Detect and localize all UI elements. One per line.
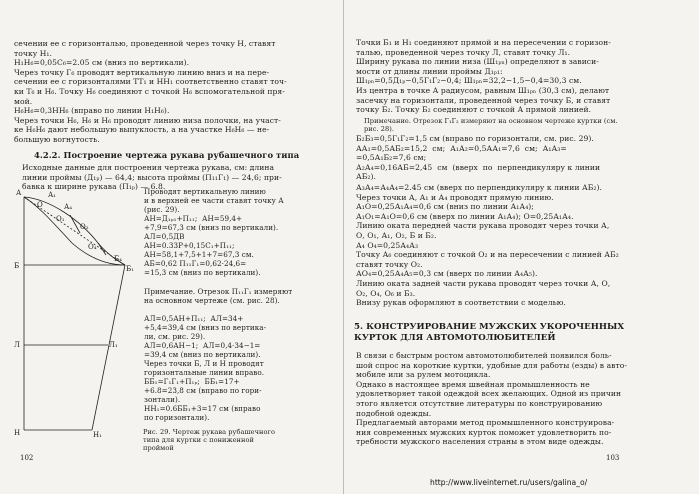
heading-line: КУРТОК ДЛЯ АВТОМОТОЛЮБИТЕЛЕЙ — [354, 332, 556, 343]
text-line: Через точки Н₆, Н₆ и Н₆ проводят линию низа полочки, на участ- — [14, 115, 281, 125]
perp-A4 — [70, 215, 80, 233]
text-line: Примечание. Отрезок П₁₁Г₁ измеряют — [144, 286, 293, 296]
right-body-text — [356, 183, 619, 308]
text-line: талью, проведенной через точку Л, ставят точку Л₁. — [356, 47, 571, 57]
caption-line: Рис. 29. Чертеж рукава рубашечного — [143, 428, 276, 436]
formula-line: А₂А₄=0,16АБ=2,45 см (вверх по перпендикуляру к линии — [356, 162, 601, 172]
text-line: АО₄=0,25А₄А₅=0,3 см (вверх по линии А₄А₅). — [356, 269, 538, 279]
section-heading — [354, 322, 624, 343]
text-line: ли, см. рис. 29). — [144, 331, 206, 341]
text-line: Предлагаемый авторами метод промышленного конструирова- — [356, 418, 615, 428]
text-line: Через точки А, А₁ и А₄ проводят прямую линию. — [356, 192, 554, 202]
text-line: Точку А₆ соединяют с точкой О₂ и на пересечении с линией АБ₂ — [356, 250, 619, 260]
text-line: на основном чертеже (см. рис. 28). — [144, 295, 280, 305]
label-A: А — [16, 189, 22, 197]
label-O2: О₂ — [80, 223, 89, 231]
label-H1: Н₁ — [93, 431, 102, 439]
left-subheading: 4.2.2. Построение чертежа рукава рубашечного типа — [34, 150, 300, 160]
label-O1: О₁ — [56, 215, 65, 223]
text-line: ния современных мужских курток поможет удовлетворить по- — [356, 427, 612, 437]
label-L1: Л₁ — [109, 341, 118, 349]
page-number-left: 102 — [20, 454, 34, 462]
text-line: точку Н₁. — [14, 48, 52, 58]
left-page — [0, 0, 344, 494]
label-A1: А₁ — [48, 191, 57, 199]
text-line: НН₁=0.6ББ₁+3=17 см (вправо — [144, 404, 261, 414]
text-line: Исходные данные для построения чертежа рукава, см: длина — [22, 163, 275, 172]
text-line: АН=58,1+7,5+1+7=67,3 см. — [144, 250, 254, 260]
text-line: Через точки Б, Л и Н проводят — [144, 358, 264, 368]
text-line: мобиле или за рулем мотоцикла. — [356, 370, 491, 380]
right-top-text — [356, 38, 611, 115]
formula-line: АА₁=0,5АБ₂=15,2 см; А₁А₂=0,5АА₁=7,6 см; А₁А₃= — [356, 143, 567, 153]
text-line: АЛ=0,5ДВ — [144, 232, 185, 242]
text-line: линии проймы (Д₁ₚ) — 64,4; высота проймы (П₁₁Г₁) — 24,6; при- — [22, 172, 282, 182]
formula-line: Б₂Б₃=0,5Г₁Г₂=1,5 см (вправо по горизонтали, см. рис. 29). — [356, 134, 594, 143]
note-line: рис. 28). — [364, 125, 395, 134]
text-line: А₃А₄=А₄А₄=2.45 см (вверх по перпендикуляру к линии АБ₂). — [356, 183, 602, 192]
label-B1: Б₁ — [126, 265, 134, 273]
text-line — [144, 305, 292, 314]
text-line: Линию оката передней части рукава проводят через точки А, — [356, 221, 610, 231]
note-line: Примечание. Отрезок Г₁Г₂ измеряют на основном чертеже куртки (см. — [364, 117, 618, 125]
figure-caption — [143, 428, 275, 453]
text-line: по горизонтали). — [144, 413, 210, 423]
label-H: Н — [14, 429, 21, 437]
text-line: бавка к ширине рукава (П₁ₚ) — 6.8. — [22, 182, 166, 192]
text-line: О₂, О₄, О₆ и Б₃. — [356, 288, 416, 298]
text-line: мости от длины линии проймы Д₁ₚ₁: — [356, 66, 503, 76]
text-line: =39,4 см (вниз по вертикали). — [144, 349, 261, 359]
label-A4: А₄ — [64, 203, 73, 211]
sleeve-drawing — [10, 185, 140, 455]
right-closing-text — [356, 351, 627, 447]
text-line: АЛ=0,6АН−1; АЛ=0,4·34−1= — [144, 340, 261, 350]
text-line: горизонтальные линии вправо. — [144, 367, 265, 377]
text-line: А₁О₁=А₁О=0,6 см (вверх по линии А₁А₄); О=0,25А₁А₄. — [356, 211, 574, 221]
text-line: зонтали). — [144, 395, 181, 405]
label-B4: Б₄ — [114, 255, 122, 263]
text-line: Ширину рукава по линии низа (Ш₁ₚₙ) определяют в зависи- — [356, 57, 599, 67]
text-line — [144, 277, 292, 286]
text-line: А₁О=0,25А₁А₄=0,6 см (вниз по линии А₁А₄); — [356, 202, 534, 212]
left-top-text — [14, 39, 287, 145]
text-line: сечении ее с горизонталями ТТ₁ и НН₁ соответственно ставят точ- — [14, 77, 287, 87]
right-note-text — [364, 117, 618, 133]
text-line: АБ=0,62 П₁₁Г₁=0,62·24,6= — [144, 259, 247, 269]
text-line: Ш₁ₚₙ=0,5Д₁ₚ−0,5Г₁Г₂−0,4; Ш₁ₚₙ=32,2−1,5−0,4=30,3 см. — [356, 76, 582, 86]
text-line: ББ₁=Г₁Г₁+П₁ₚ; ББ₁=17+ — [144, 376, 240, 386]
text-line: А₄ О₄=0,25А₄А₃ — [356, 240, 419, 250]
text-line: ки Т₆ и Н₆. Точку Н₆ соединяют с точкой Н₆ вспомогательной пря- — [14, 86, 285, 96]
caption-line: типа для куртки с пониженной — [143, 436, 254, 445]
text-line: требности мужского населения страны в этом виде одежды. — [356, 437, 604, 447]
text-line: мой. — [14, 96, 33, 106]
text-line: большую вогнутость. — [14, 134, 100, 144]
text-line: Однако в настоящее время швейная промышленность не — [356, 379, 590, 389]
label-B: Б — [14, 262, 20, 270]
text-line: АН=0.33Р+0,15С₁+П₁₁; — [144, 241, 235, 251]
perp-B4 — [98, 243, 106, 255]
text-line: АЛ=0,5АН+П₁₁; АЛ=34+ — [144, 313, 244, 323]
text-line: АН=Д₁ₚ₁+П₁₁; АН=59,4+ — [144, 214, 243, 224]
text-line: засечку на горизонтали, проведенной через точку Б, и ставят — [356, 95, 611, 105]
caption-line: проймой — [143, 444, 174, 453]
text-line: и в верхней ее части ставят точку А — [144, 196, 284, 206]
text-line: Из центра в точке А радиусом, равным Ш₁ₚₙ (30,3 см), делают — [356, 85, 610, 95]
text-line: ставят точку О₂. — [356, 259, 423, 269]
text-line: Н₁Н₆=0,05С₆=2.05 см (вниз по вертикали). — [14, 58, 190, 68]
text-line: О, О₁, А₁, О₂, Б и Б₂. — [356, 230, 437, 240]
text-line: Н₆Н₆=0,3НН₆ (вправо по линии Н₁Н₆). — [14, 106, 170, 116]
text-line: +7,9=67,3 см (вниз по вертикали). — [144, 223, 279, 233]
text-line: ке Н₆Н₆ дают небольшую выпуклость, а на участке Н₆Н₆ — не- — [14, 125, 270, 135]
text-line: Точки Б₁ и Н₁ соединяют прямой и на пересечении с горизон- — [356, 38, 611, 47]
page-number-right: 103 — [606, 454, 620, 462]
label-O4: О₄ — [88, 243, 97, 251]
text-line: (рис. 29). — [144, 205, 180, 215]
text-line: точку Б₂. Точку Б₂ соединяют с точкой А прямой линией. — [356, 105, 592, 115]
right-formula-text — [356, 134, 600, 182]
watermark-url[interactable]: http://www.liveinternet.ru/users/galina_o/ — [430, 478, 588, 487]
heading-line: 5. КОНСТРУИРОВАНИЕ МУЖСКИХ УКОРОЧЕННЫХ — [354, 322, 625, 332]
label-O: О — [37, 201, 43, 209]
text-line: Через точку Г₆ проводят вертикальную линию вниз и на пере- — [14, 67, 270, 77]
text-line: +6.8=23,8 см (вправо по гори- — [144, 386, 262, 396]
text-line: =15,3 см (вниз по вертикали). — [144, 268, 261, 278]
text-line: сечении ее с горизонталью, проведенной через точку Н, ставят — [14, 39, 276, 48]
text-line: подобной одежды. — [356, 408, 432, 418]
formula-line: АБ₂). — [356, 172, 377, 182]
text-line: Внизу рукав оформляют в соответствии с моделью. — [356, 298, 566, 308]
right-page — [344, 0, 699, 494]
label-L: Л — [14, 341, 20, 349]
text-line: Линию оката задней части рукава проводят через точки А, О, — [356, 278, 611, 288]
text-line: В связи с быстрым ростом автомотолюбителей появился боль- — [356, 351, 612, 360]
text-line: этого является отсутствие литературы по конструированию — [356, 398, 603, 408]
text-line: +5,4=39,4 см (вниз по вертика- — [144, 322, 267, 332]
text-line: Проводят вертикальную линию — [144, 187, 266, 196]
text-line: удовлетворяет такой одеждой всех желающих. Одной из причин — [356, 389, 622, 399]
formula-line: =0,5А₁Б₂=7,6 см; — [356, 153, 427, 163]
left-right-column-text — [144, 187, 292, 422]
text-line: шой спрос на короткие куртки, удобные для работы (езды) в авто- — [356, 360, 627, 370]
